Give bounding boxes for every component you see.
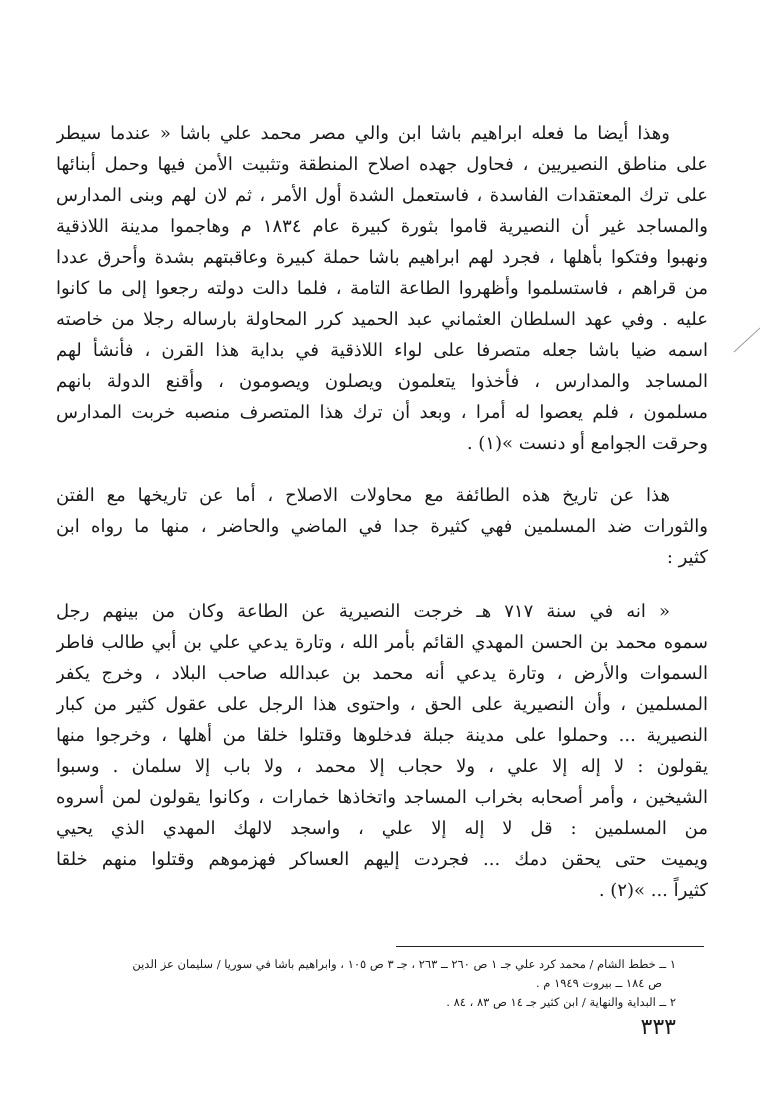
text-line: كثير :: [666, 547, 708, 568]
text-line: عليه . وفي عهد السلطان العثماني عبد الحميد كرر المحاولة بارساله رجلا من خاصته: [56, 309, 708, 330]
footnote-1-continued: ص ١٨٤ ــ بيروت ١٩٤٩ م .: [535, 976, 662, 990]
text-line: وهذا أيضا ما فعله ابراهيم باشا ابن والي مصر محمد علي باشا « عندما سيطر: [56, 123, 670, 144]
text-line: الشيخين ، وأمر أصحابه بخراب المساجد واتخاذها خمارات ، وكانوا يقولون لمن أسروه: [56, 787, 708, 808]
text-line: هذا عن تاريخ هذه الطائفة مع محاولات الاصلاح ، أما عن تاريخها مع الفتن: [56, 485, 670, 506]
text-line: المساجد والمدارس ، فأخذوا يتعلمون ويصلون ويصومون ، وأقنع الدولة بانهم: [56, 371, 708, 392]
text-line: والثورات ضد المسلمين فهي كثيرة جدا في الماضي والحاضر ، منها ما رواه ابن: [56, 516, 708, 537]
text-line: مسلمون ، فلم يعصوا له أمرا ، وبعد أن ترك هذا المتصرف منصبه خربت المدارس: [56, 402, 708, 423]
page-number: ٣٣٣: [640, 1015, 676, 1040]
text-line: سموه محمد بن الحسن المهدي القائم بأمر الله ، وتارة يدعي علي بن أبي طالب فاطر: [56, 632, 708, 653]
text-line: من قراهم ، فاستسلموا وأظهروا الطاعة التامة ، فلما دالت دولته رجعوا إلى ما كانوا: [56, 278, 708, 299]
text-line: ويميت حتى يحقن دمك ... فجردت إليهم العساكر فهزموهم وقتلوا منهم خلقا: [56, 849, 708, 870]
footnote-1: ١ ــ خطط الشام / محمد كرد علي جـ ١ ص ٢٦٠ ــ ٢٦٣ ، جـ ٣ ص ١٠٥ ، وابراهيم باشا في سوريا / سليمان عز الدين: [132, 957, 676, 971]
footnote-divider: [396, 946, 704, 947]
footnotes: [56, 955, 676, 1012]
text-line: والمساجد غير أن النصيرية قاموا بثورة كبيرة عام ١٨٣٤ م وهاجموا مدينة اللاذقية: [56, 216, 708, 237]
text-line: وحرقت الجوامع أو دنست »(١) .: [466, 433, 708, 454]
text-line: كثيراً ... »(٢) .: [598, 880, 708, 901]
text-line: على ترك المعتقدات الفاسدة ، فاستعمل الشدة أول الأمر ، ثم لان لهم وبنى المدارس: [56, 185, 708, 206]
paragraph-ibn-kathir-quote: [56, 596, 708, 906]
text-line: « انه في سنة ٧١٧ هـ خرجت النصيرية عن الطاعة وكان من بينهم رجل: [56, 601, 670, 622]
text-line: النصيرية ... وحملوا على مدينة جبلة فدخلوها وقتلوا خلقا من أهلها ، وخرجوا منها: [56, 725, 708, 746]
paragraph-history-transition: [56, 480, 708, 573]
text-line: يقولون : لا إله إلا علي ، ولا حجاب إلا محمد ، ولا باب إلا سلمان . وسبوا: [56, 756, 708, 777]
margin-pencil-mark: [730, 326, 760, 356]
paragraph-ibrahim-pasha: [56, 118, 708, 459]
text-line: المسلمين ، وأن النصيرية على الحق ، واحتوى هذا الرجل على عقول كثير من كبار: [56, 694, 708, 715]
text-line: من المسلمين : قل لا إله إلا علي ، واسجد لالهك المهدي الذي يحيي: [56, 818, 708, 839]
text-line: اسمه ضيا باشا جعله متصرفا على لواء اللاذقية في بداية هذا القرن ، فأنشأ لهم: [56, 340, 708, 361]
text-line: ونهبوا وفتكوا بأهلها ، فجرد لهم ابراهيم باشا حملة كبيرة وعاقبتهم بشدة وأحرق عددا: [56, 247, 708, 268]
footnote-2: ٢ ــ البداية والنهاية / ابن كثير جـ ١٤ ص ٨٣ ، ٨٤ .: [446, 995, 676, 1009]
text-line: على مناطق النصيريين ، فحاول جهده اصلاح المنطقة وتثبيت الأمن فيها وحمل أبنائها: [56, 154, 708, 175]
text-line: السموات والأرض ، وتارة يدعي أنه محمد بن عبدالله صاحب البلاد ، وخرج يكفر: [56, 663, 708, 684]
